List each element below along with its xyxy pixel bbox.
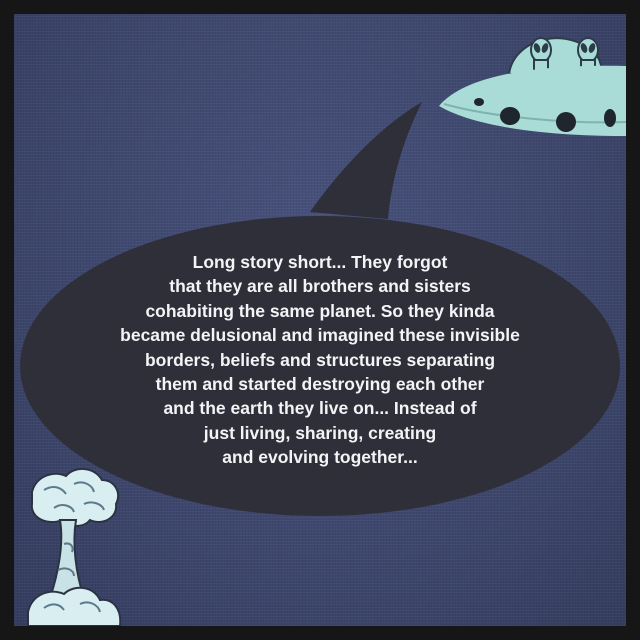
- speech-line: cohabiting the same planet. So they kinda: [145, 300, 495, 321]
- mushroom-cloud-icon: [28, 469, 120, 626]
- speech-line: them and started destroying each other: [155, 374, 485, 395]
- speech-line: that they are all brothers and sisters: [169, 276, 471, 297]
- speech-line: and evolving together...: [222, 447, 418, 468]
- ufo-with-aliens-icon: [439, 38, 626, 136]
- speech-line: became delusional and imagined these invisible: [120, 325, 520, 346]
- illustration-canvas: [14, 14, 626, 626]
- speech-text: [24, 250, 616, 470]
- speech-bubble-tail: [310, 102, 422, 219]
- speech-line: borders, beliefs and structures separating: [144, 349, 496, 370]
- speech-line: Long story short... They forgot: [192, 252, 448, 272]
- speech-line: just living, sharing, creating: [203, 422, 437, 443]
- speech-line: and the earth they live on... Instead of: [163, 398, 477, 419]
